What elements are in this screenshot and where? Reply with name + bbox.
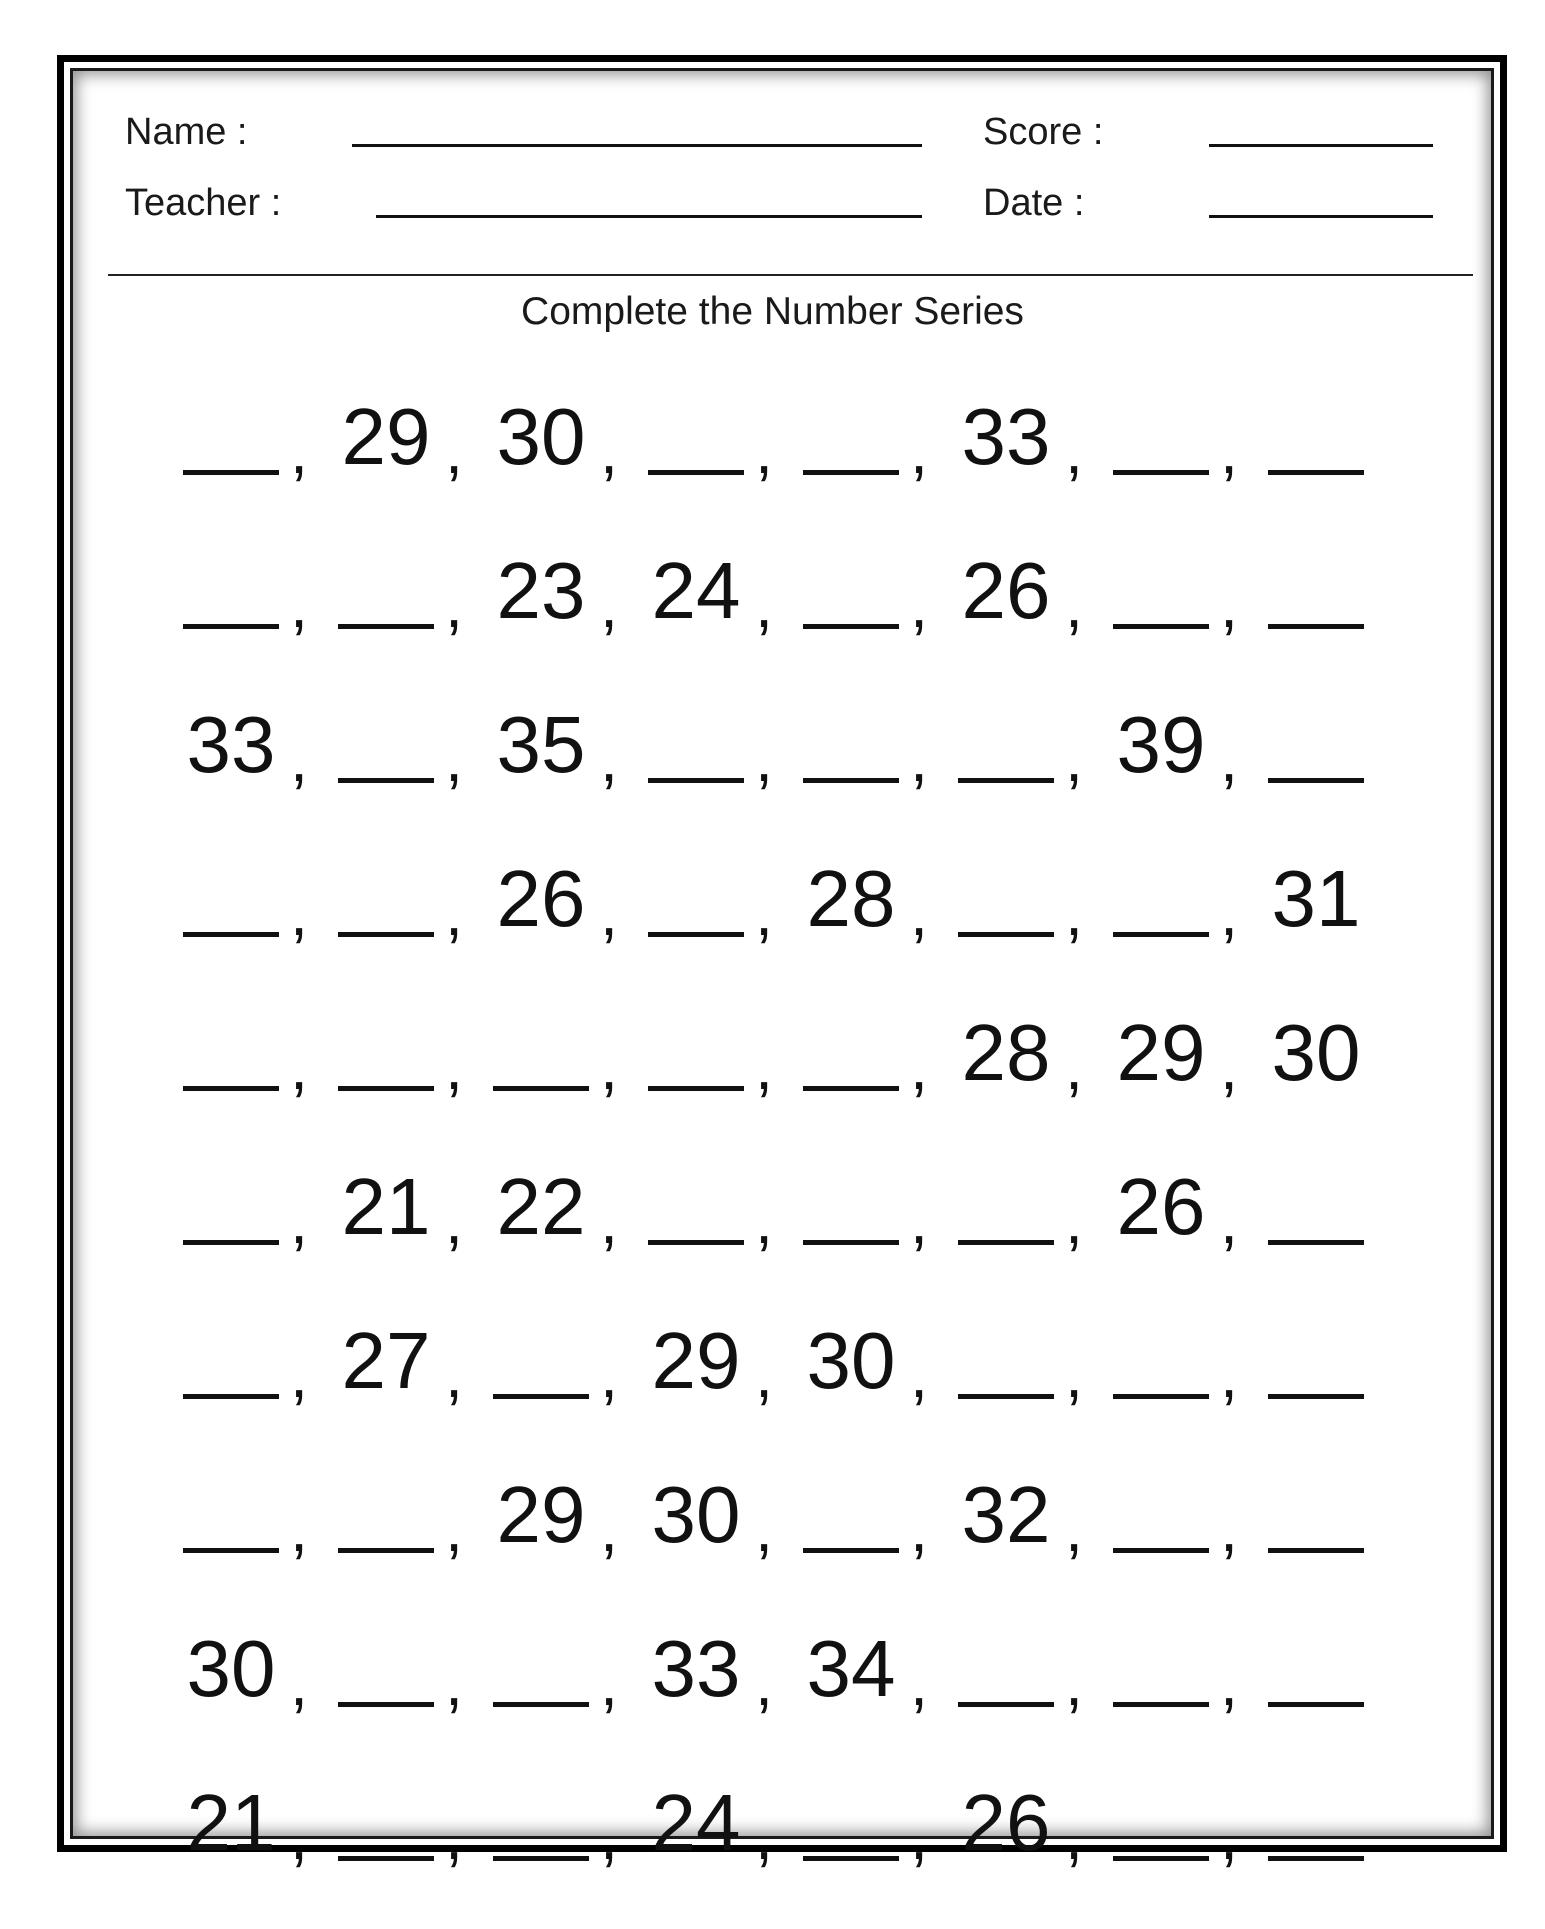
answer-blank[interactable]	[493, 1607, 589, 1727]
comma-separator: ,	[290, 1801, 308, 1873]
answer-blank[interactable]	[958, 1299, 1054, 1419]
series-number-text: 30	[1271, 1008, 1361, 1097]
series-number-text: 34	[806, 1624, 896, 1713]
series-number-text: 27	[341, 1316, 431, 1405]
answer-blank-line	[183, 624, 279, 629]
comma-separator: ,	[1065, 1493, 1083, 1565]
answer-blank[interactable]	[1113, 375, 1209, 495]
series-number-text: 21	[341, 1162, 431, 1251]
worksheet-title: Complete the Number Series	[521, 290, 1024, 333]
answer-blank[interactable]	[803, 1453, 899, 1573]
comma-separator: ,	[755, 1493, 773, 1565]
comma-separator: ,	[1220, 1493, 1238, 1565]
series-number	[648, 1607, 744, 1727]
answer-blank[interactable]	[183, 991, 279, 1111]
series-number	[648, 1299, 744, 1419]
answer-blank[interactable]	[648, 375, 744, 495]
score-field[interactable]	[1209, 144, 1433, 147]
answer-blank[interactable]	[958, 1607, 1054, 1727]
comma-separator: ,	[600, 1647, 618, 1719]
answer-blank[interactable]	[1268, 1299, 1364, 1419]
answer-blank[interactable]	[1113, 529, 1209, 649]
answer-blank[interactable]	[1268, 1607, 1364, 1727]
series-number	[493, 1145, 589, 1265]
answer-blank-line	[648, 1086, 744, 1091]
series-number	[648, 1761, 744, 1881]
comma-separator: ,	[755, 569, 773, 641]
answer-blank-line	[1268, 1394, 1364, 1399]
series-number	[803, 1299, 899, 1419]
answer-blank-line	[958, 1394, 1054, 1399]
comma-separator: ,	[1065, 1185, 1083, 1257]
comma-separator: ,	[600, 877, 618, 949]
series-number-text: 26	[1116, 1162, 1206, 1251]
answer-blank[interactable]	[183, 529, 279, 649]
series-number-text: 29	[341, 392, 431, 481]
answer-blank-line	[648, 932, 744, 937]
answer-blank[interactable]	[493, 1299, 589, 1419]
comma-separator: ,	[290, 415, 308, 487]
header-divider	[108, 274, 1473, 276]
series-number	[1113, 683, 1209, 803]
comma-separator: ,	[445, 1647, 463, 1719]
answer-blank-line	[338, 778, 434, 783]
series-row	[183, 529, 1363, 649]
answer-blank[interactable]	[648, 1145, 744, 1265]
answer-blank-line	[1268, 624, 1364, 629]
answer-blank[interactable]	[183, 1299, 279, 1419]
answer-blank-line	[803, 1240, 899, 1245]
comma-separator: ,	[290, 1339, 308, 1411]
series-number	[803, 837, 899, 957]
answer-blank[interactable]	[1268, 1453, 1364, 1573]
answer-blank[interactable]	[958, 1145, 1054, 1265]
series-row	[183, 1453, 1363, 1573]
answer-blank-line	[803, 1086, 899, 1091]
answer-blank[interactable]	[1268, 1761, 1364, 1881]
comma-separator: ,	[755, 877, 773, 949]
comma-separator: ,	[1065, 1339, 1083, 1411]
comma-separator: ,	[445, 415, 463, 487]
answer-blank[interactable]	[338, 991, 434, 1111]
series-row	[183, 991, 1363, 1111]
series-number-text: 29	[496, 1470, 586, 1559]
teacher-field[interactable]	[376, 215, 922, 218]
answer-blank-line	[338, 624, 434, 629]
comma-separator: ,	[1220, 723, 1238, 795]
date-field[interactable]	[1209, 215, 1433, 218]
series-row	[183, 1607, 1363, 1727]
comma-separator: ,	[1220, 415, 1238, 487]
comma-separator: ,	[1220, 1801, 1238, 1873]
answer-blank-line	[1268, 778, 1364, 783]
comma-separator: ,	[1220, 877, 1238, 949]
answer-blank[interactable]	[803, 683, 899, 803]
comma-separator: ,	[910, 1185, 928, 1257]
answer-blank[interactable]	[493, 1761, 589, 1881]
comma-separator: ,	[445, 1031, 463, 1103]
comma-separator: ,	[290, 1493, 308, 1565]
answer-blank-line	[648, 1240, 744, 1245]
answer-blank-line	[338, 1086, 434, 1091]
answer-blank[interactable]	[803, 1761, 899, 1881]
series-number-text: 32	[961, 1470, 1051, 1559]
series-number-text: 26	[496, 854, 586, 943]
answer-blank[interactable]	[493, 991, 589, 1111]
comma-separator: ,	[755, 723, 773, 795]
comma-separator: ,	[290, 569, 308, 641]
answer-blank-line	[1268, 1856, 1364, 1861]
answer-blank[interactable]	[338, 1761, 434, 1881]
comma-separator: ,	[1220, 1031, 1238, 1103]
answer-blank-line	[338, 1548, 434, 1553]
series-number	[338, 375, 434, 495]
series-row	[183, 375, 1363, 495]
date-label: Date :	[983, 182, 1085, 224]
score-label: Score :	[983, 111, 1104, 153]
answer-blank[interactable]	[338, 837, 434, 957]
answer-blank[interactable]	[958, 683, 1054, 803]
comma-separator: ,	[600, 1801, 618, 1873]
comma-separator: ,	[600, 723, 618, 795]
comma-separator: ,	[290, 1185, 308, 1257]
answer-blank[interactable]	[338, 529, 434, 649]
answer-blank-line	[803, 778, 899, 783]
answer-blank[interactable]	[338, 1607, 434, 1727]
answer-blank[interactable]	[1113, 837, 1209, 957]
comma-separator: ,	[755, 1647, 773, 1719]
comma-separator: ,	[910, 1493, 928, 1565]
answer-blank[interactable]	[1113, 1299, 1209, 1419]
comma-separator: ,	[755, 1185, 773, 1257]
answer-blank[interactable]	[1268, 683, 1364, 803]
answer-blank-line	[1268, 1548, 1364, 1553]
comma-separator: ,	[1220, 569, 1238, 641]
answer-blank[interactable]	[958, 837, 1054, 957]
series-number-text: 26	[961, 1778, 1051, 1867]
answer-blank-line	[183, 932, 279, 937]
series-number-text: 39	[1116, 700, 1206, 789]
comma-separator: ,	[1220, 1647, 1238, 1719]
answer-blank-line	[958, 778, 1054, 783]
series-number-text: 30	[186, 1624, 276, 1713]
series-number	[958, 1453, 1054, 1573]
answer-blank-line	[1268, 470, 1364, 475]
answer-blank[interactable]	[1113, 1607, 1209, 1727]
series-number	[1113, 991, 1209, 1111]
series-number	[958, 375, 1054, 495]
series-number-text: 30	[496, 392, 586, 481]
answer-blank[interactable]	[183, 1453, 279, 1573]
answer-blank-line	[183, 1548, 279, 1553]
answer-blank-line	[493, 1856, 589, 1861]
comma-separator: ,	[290, 1647, 308, 1719]
series-row	[183, 837, 1363, 957]
answer-blank-line	[1113, 932, 1209, 937]
answer-blank-line	[338, 932, 434, 937]
comma-separator: ,	[755, 1801, 773, 1873]
name-label: Name :	[125, 111, 248, 153]
series-number-text: 28	[806, 854, 896, 943]
answer-blank-line	[648, 470, 744, 475]
series-number	[1268, 837, 1364, 957]
answer-blank-line	[648, 778, 744, 783]
comma-separator: ,	[755, 1031, 773, 1103]
answer-blank[interactable]	[338, 683, 434, 803]
comma-separator: ,	[445, 877, 463, 949]
answer-blank[interactable]	[803, 375, 899, 495]
answer-blank-line	[803, 624, 899, 629]
series-row	[183, 1145, 1363, 1265]
answer-blank-line	[493, 1086, 589, 1091]
comma-separator: ,	[445, 1339, 463, 1411]
answer-blank[interactable]	[1268, 1145, 1364, 1265]
answer-blank-line	[1113, 624, 1209, 629]
answer-blank-line	[1113, 1856, 1209, 1861]
comma-separator: ,	[1065, 1647, 1083, 1719]
comma-separator: ,	[1065, 569, 1083, 641]
series-number	[1113, 1145, 1209, 1265]
series-row	[183, 1761, 1363, 1881]
answer-blank-line	[1268, 1240, 1364, 1245]
comma-separator: ,	[755, 415, 773, 487]
comma-separator: ,	[1065, 877, 1083, 949]
comma-separator: ,	[445, 1185, 463, 1257]
series-number	[803, 1607, 899, 1727]
series-number	[183, 1761, 279, 1881]
answer-blank[interactable]	[648, 837, 744, 957]
series-number	[958, 529, 1054, 649]
series-number	[958, 1761, 1054, 1881]
comma-separator: ,	[1065, 1031, 1083, 1103]
comma-separator: ,	[600, 415, 618, 487]
series-number-text: 33	[961, 392, 1051, 481]
comma-separator: ,	[910, 1339, 928, 1411]
answer-blank[interactable]	[803, 991, 899, 1111]
answer-blank[interactable]	[803, 529, 899, 649]
comma-separator: ,	[600, 1031, 618, 1103]
comma-separator: ,	[910, 877, 928, 949]
series-row	[183, 1299, 1363, 1419]
teacher-label: Teacher :	[125, 182, 282, 224]
comma-separator: ,	[910, 1801, 928, 1873]
comma-separator: ,	[1065, 415, 1083, 487]
comma-separator: ,	[290, 877, 308, 949]
series-number	[648, 1453, 744, 1573]
series-number-text: 29	[651, 1316, 741, 1405]
series-number-text: 35	[496, 700, 586, 789]
comma-separator: ,	[1220, 1185, 1238, 1257]
comma-separator: ,	[445, 569, 463, 641]
comma-separator: ,	[600, 1493, 618, 1565]
series-number	[493, 1453, 589, 1573]
series-number	[493, 683, 589, 803]
series-number	[1268, 991, 1364, 1111]
series-number-text: 33	[186, 700, 276, 789]
comma-separator: ,	[290, 723, 308, 795]
series-number-text: 21	[186, 1778, 276, 1867]
series-number	[958, 991, 1054, 1111]
answer-blank[interactable]	[648, 683, 744, 803]
series-number-text: 24	[651, 1778, 741, 1867]
series-number-text: 33	[651, 1624, 741, 1713]
series-number-text: 22	[496, 1162, 586, 1251]
series-number-text: 28	[961, 1008, 1051, 1097]
comma-separator: ,	[755, 1339, 773, 1411]
series-number	[493, 529, 589, 649]
series-number	[648, 529, 744, 649]
series-number-text: 24	[651, 546, 741, 635]
answer-blank-line	[1113, 470, 1209, 475]
series-number	[338, 1145, 434, 1265]
answer-blank[interactable]	[803, 1145, 899, 1265]
comma-separator: ,	[445, 723, 463, 795]
comma-separator: ,	[600, 569, 618, 641]
series-number-text: 31	[1271, 854, 1361, 943]
answer-blank-line	[803, 1548, 899, 1553]
answer-blank-line	[958, 1240, 1054, 1245]
comma-separator: ,	[1065, 1801, 1083, 1873]
series-number	[183, 683, 279, 803]
answer-blank-line	[183, 470, 279, 475]
answer-blank-line	[338, 1702, 434, 1707]
answer-blank-line	[958, 932, 1054, 937]
series-number-text: 29	[1116, 1008, 1206, 1097]
answer-blank-line	[1268, 1702, 1364, 1707]
series-number	[183, 1607, 279, 1727]
series-number	[493, 375, 589, 495]
comma-separator: ,	[1065, 723, 1083, 795]
answer-blank[interactable]	[183, 837, 279, 957]
comma-separator: ,	[910, 1031, 928, 1103]
answer-blank[interactable]	[1113, 1453, 1209, 1573]
answer-blank[interactable]	[1113, 1761, 1209, 1881]
comma-separator: ,	[910, 723, 928, 795]
series-number-text: 30	[651, 1470, 741, 1559]
answer-blank-line	[803, 1856, 899, 1861]
answer-blank-line	[803, 470, 899, 475]
answer-blank[interactable]	[1268, 375, 1364, 495]
comma-separator: ,	[445, 1493, 463, 1565]
name-field[interactable]	[352, 144, 922, 147]
comma-separator: ,	[600, 1339, 618, 1411]
answer-blank[interactable]	[338, 1453, 434, 1573]
series-number-text: 26	[961, 546, 1051, 635]
answer-blank-line	[183, 1240, 279, 1245]
comma-separator: ,	[290, 1031, 308, 1103]
comma-separator: ,	[910, 415, 928, 487]
series-row	[183, 683, 1363, 803]
answer-blank-line	[1113, 1702, 1209, 1707]
answer-blank-line	[958, 1702, 1054, 1707]
series-number-text: 30	[806, 1316, 896, 1405]
comma-separator: ,	[1220, 1339, 1238, 1411]
answer-blank[interactable]	[183, 1145, 279, 1265]
answer-blank-line	[493, 1702, 589, 1707]
answer-blank[interactable]	[183, 375, 279, 495]
answer-blank-line	[1113, 1548, 1209, 1553]
answer-blank[interactable]	[1268, 529, 1364, 649]
comma-separator: ,	[445, 1801, 463, 1873]
series-number	[493, 837, 589, 957]
comma-separator: ,	[910, 1647, 928, 1719]
answer-blank-line	[1113, 1394, 1209, 1399]
answer-blank-line	[183, 1394, 279, 1399]
series-number-text: 23	[496, 546, 586, 635]
answer-blank-line	[493, 1394, 589, 1399]
answer-blank[interactable]	[648, 991, 744, 1111]
comma-separator: ,	[600, 1185, 618, 1257]
series-number	[338, 1299, 434, 1419]
answer-blank-line	[338, 1856, 434, 1861]
comma-separator: ,	[910, 569, 928, 641]
answer-blank-line	[183, 1086, 279, 1091]
